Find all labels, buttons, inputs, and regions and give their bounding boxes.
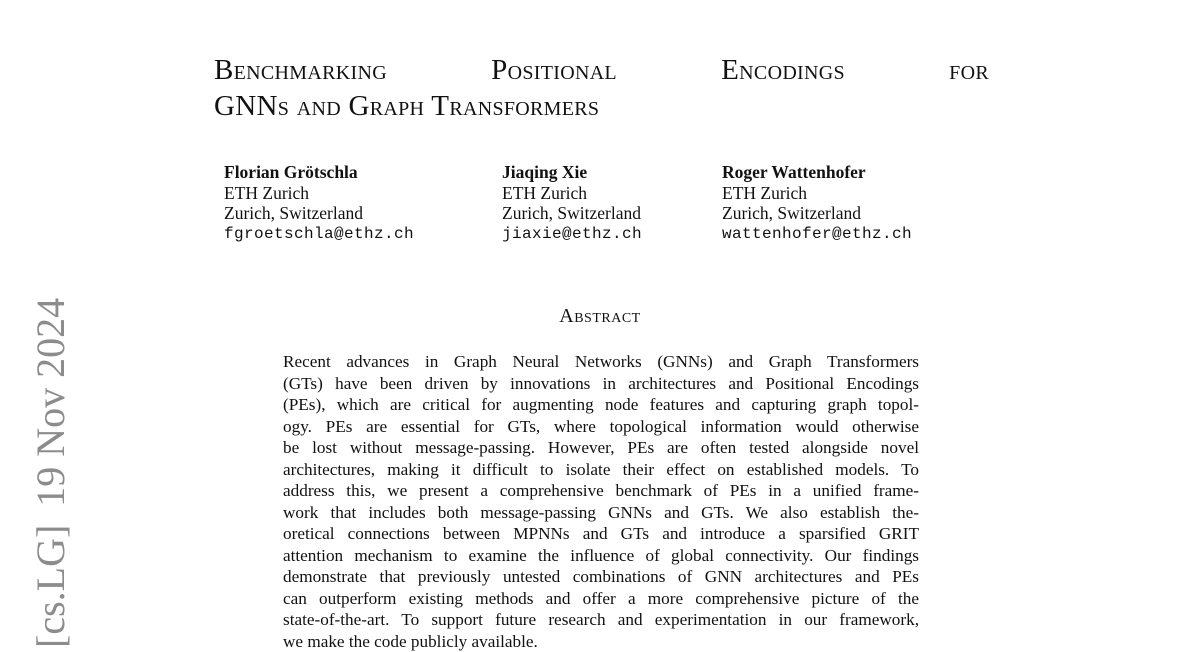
abstract-line: address this, we present a comprehensive benchmark of PEs in a unified frame- [283,480,919,502]
author-affiliation: ETH Zurich [722,183,912,204]
abstract-line: ogy. PEs are essential for GTs, where topological information would otherwise [283,416,919,438]
author-email[interactable]: fgroetschla@ethz.ch [224,224,414,245]
author-email[interactable]: jiaxie@ethz.ch [502,224,642,245]
abstract-line: work that includes both message-passing GNNs and GTs. We also establish the- [283,502,919,524]
paper-title [214,52,989,124]
abstract-line: can outperform existing methods and offer a more comprehensive picture of the [283,588,919,610]
abstract-line: Recent advances in Graph Neural Networks (GNNs) and Graph Transformers [283,351,919,373]
title-line-2: GNNs and Graph Transformers [214,88,989,124]
author-name: Roger Wattenhofer [722,162,912,183]
author-affiliation: ETH Zurich [502,183,642,204]
abstract-line: demonstrate that previously untested combinations of GNN architectures and PEs [283,566,919,588]
arxiv-date: 19 Nov 2024 [28,298,73,507]
abstract-body [283,351,919,652]
title-line-1 [214,52,989,88]
abstract-line: attention mechanism to examine the influence of global connectivity. Our findings [283,545,919,567]
author-card [502,162,642,244]
author-location: Zurich, Switzerland [722,203,912,224]
abstract-heading: Abstract [0,305,1200,328]
abstract-line: state-of-the-art. To support future research and experimentation in our framework, [283,609,919,631]
author-name: Jiaqing Xie [502,162,642,183]
author-name: Florian Grötschla [224,162,414,183]
title-word: Benchmarking [214,52,387,88]
arxiv-category: [cs.LG] [28,525,73,648]
author-location: Zurich, Switzerland [502,203,642,224]
abstract-line: be lost without message-passing. However, PEs are often tested alongside novel [283,437,919,459]
abstract-line: oretical connections between MPNNs and GTs and introduce a sparsified GRIT [283,523,919,545]
abstract-line: (PEs), which are critical for augmenting node features and capturing graph topol- [283,394,919,416]
author-location: Zurich, Switzerland [224,203,414,224]
abstract-line: we make the code publicly available. [283,631,919,652]
arxiv-stamp [27,288,75,648]
abstract-line: (GTs) have been driven by innovations in architectures and Positional Encodings [283,373,919,395]
abstract-line: architectures, making it difficult to isolate their effect on established models. To [283,459,919,481]
title-word: Positional [491,52,617,88]
title-word: for [949,52,989,88]
author-email[interactable]: wattenhofer@ethz.ch [722,224,912,245]
author-card [224,162,414,244]
author-affiliation: ETH Zurich [224,183,414,204]
author-card [722,162,912,244]
title-word: Encodings [721,52,845,88]
